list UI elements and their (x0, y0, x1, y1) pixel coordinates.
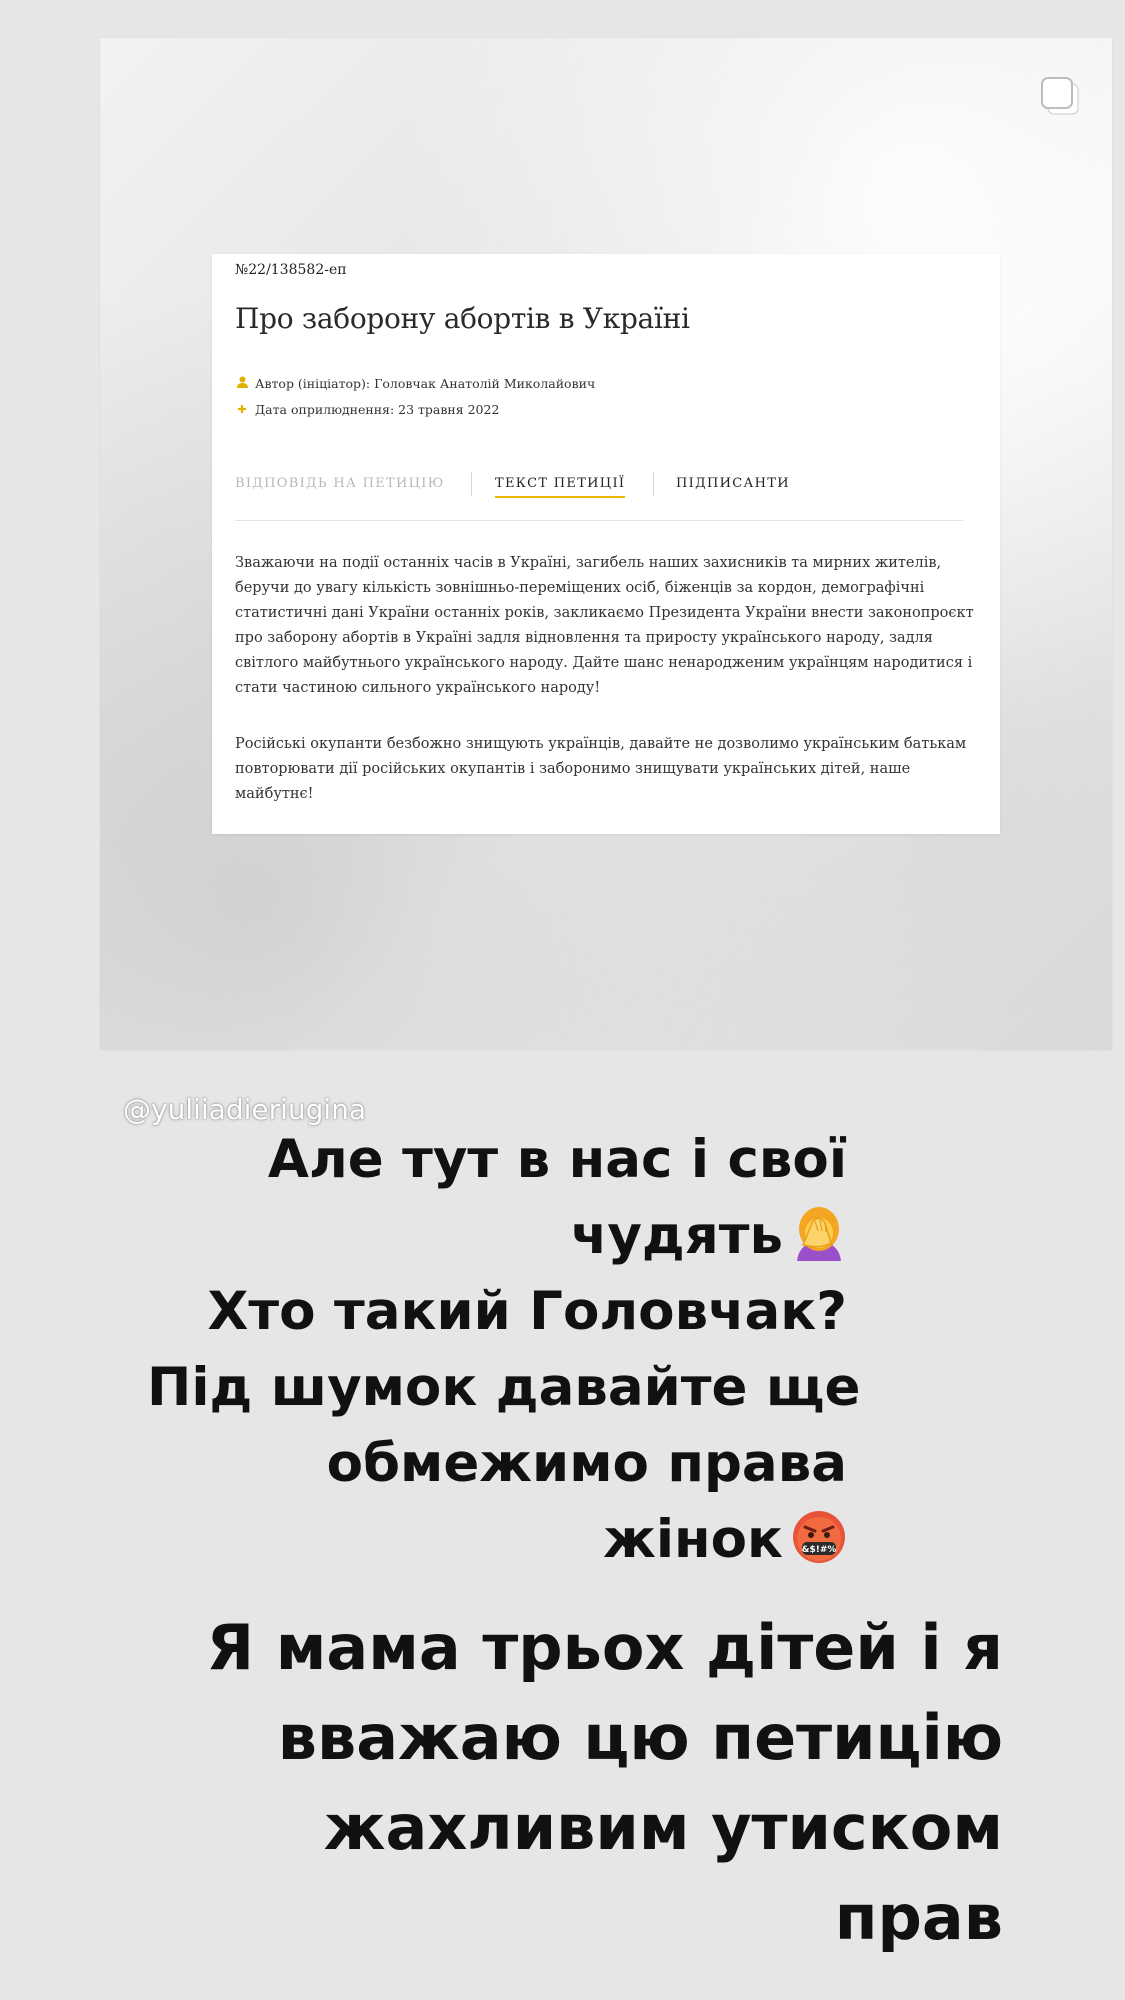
petition-date: Дата оприлюднення: 23 травня 2022 (255, 402, 500, 417)
statement-line: прав (834, 1881, 1003, 1954)
caption-line: Але тут в нас і свої (267, 1129, 847, 1190)
tab-petition-text[interactable]: ТЕКСТ ПЕТИЦІЇ (495, 476, 626, 491)
shared-post-image[interactable] (100, 38, 1112, 1050)
petition-document (212, 254, 1000, 834)
author-handle[interactable]: @yuliiadieriugina (123, 1093, 367, 1126)
cursing-face-emoji (791, 1509, 847, 1565)
person-icon (235, 376, 249, 391)
tab-divider (471, 472, 472, 496)
petition-paragraph-1: Зважаючи на події останніх часів в Україні, загибель наших захисників та мирних жителів, беручи до увагу кількість зовнішньо-переміщених осіб, біженців за кордон, демографічні статистичні дані України останніх років, закликаємо Президента України внести законопроєкт про заборону абортів в Україні задля відновлення та приросту українського народу, задля світлого майбутнього українського народу. Дайте шанс ненародженим українцям народитися і стати частиною сильного українського народу! (235, 555, 974, 696)
caption-line: обмежимо права (326, 1433, 847, 1494)
petition-author: Автор (ініціатор): Головчак Анатолій Миколайович (255, 376, 596, 391)
story-caption (147, 1122, 861, 1578)
caption-line: жінок &$!#% (147, 1502, 847, 1578)
petition-author-row (235, 376, 595, 391)
caption-line: Хто такий Головчак? (207, 1281, 847, 1342)
carousel-multiple-icon (1038, 74, 1084, 120)
petition-date-row (235, 402, 499, 417)
tab-petition-response[interactable]: ВІДПОВІДЬ НА ПЕТИЦІЮ (235, 476, 445, 491)
statement-line: жахливим утиском (323, 1791, 1003, 1864)
story-statement (103, 1603, 1003, 1963)
petition-title: Про заборону абортів в Україні (235, 302, 690, 335)
petition-tabs (235, 470, 963, 521)
petition-paragraph-2: Російські окупанти безбожно знищують українців, давайте не дозволимо українським батькам повторювати дії російських окупантів і заборонимо знищувати українських дітей, наше майбутнє! (235, 736, 967, 802)
tab-divider (653, 472, 654, 496)
statement-line: вважаю цю петицію (277, 1701, 1003, 1774)
plus-icon: ✚ (237, 403, 247, 416)
facepalm-emoji (791, 1205, 847, 1261)
tab-signatories[interactable]: ПІДПИСАНТИ (676, 476, 790, 491)
statement-line: Я мама трьох дітей і я (206, 1611, 1003, 1684)
caption-line: Під шумок давайте ще (147, 1357, 861, 1418)
svg-text:&$!#%: &$!#% (801, 1545, 837, 1555)
petition-number: №22/138582-еп (235, 262, 347, 278)
caption-line: чудять (147, 1198, 847, 1274)
